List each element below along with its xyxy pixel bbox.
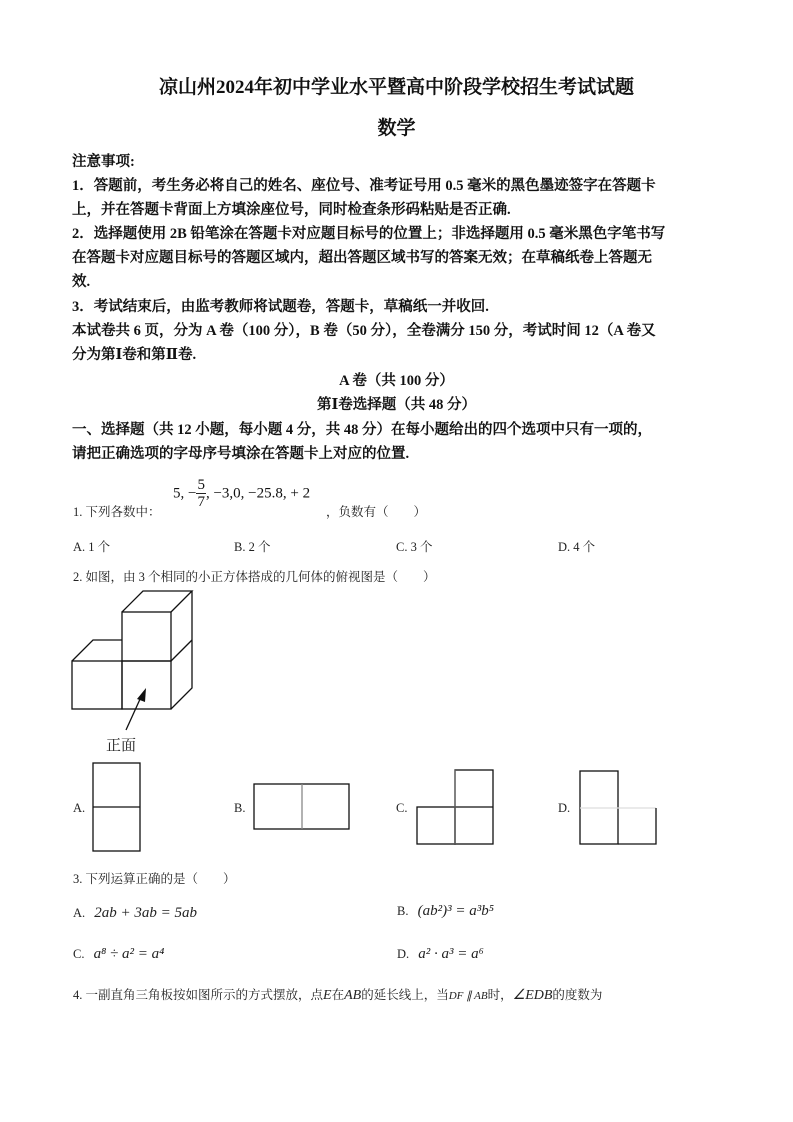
q3-option-d[interactable] [397, 946, 484, 963]
q4-text: 的延长线上，当 [361, 988, 449, 1002]
section-instructions: 一、选择题（共 12 小题，每小题 4 分，共 48 分）在每小题给出的四个选项中只有一项的， [72, 422, 652, 438]
q4-angle: ∠EDB [512, 988, 553, 1003]
option-label: C. [73, 947, 85, 961]
q2-option-a-figure[interactable] [90, 760, 144, 854]
q1-suffix: ，负数有（ ） [326, 505, 427, 519]
q3-stem: 3. 下列运算正确的是（ ） [73, 872, 236, 886]
option-expression: 2ab + 3ab = 5ab [94, 905, 198, 921]
frac-numerator: 5 [197, 477, 205, 493]
q1-numbers-after: , −3,0, −25.8, + 2 [205, 485, 311, 502]
exam-subject: 数学 [377, 118, 416, 139]
q4-point-e: E [323, 988, 332, 1003]
q4-stem [73, 985, 602, 1004]
q4-text: 的度数为 [552, 988, 603, 1002]
exam-title: 凉山州2024年初中学业水平暨高中阶段学校招生考试试题 [158, 77, 634, 98]
notice-line: 3．考试结束后，由监考教师将试题卷，答题卡，草稿纸一并收回. [72, 299, 489, 315]
q1-option-a[interactable]: A. 1 个 [73, 540, 111, 554]
notice-heading: 注意事项: [72, 154, 135, 170]
q2-option-d-label[interactable]: D. [558, 801, 571, 815]
q2-option-c-figure[interactable] [413, 766, 497, 850]
q2-option-a-label[interactable]: A. [73, 801, 86, 815]
summary-line: 分为第Ⅰ卷和第Ⅱ卷. [72, 347, 197, 363]
q3-option-a[interactable] [73, 905, 197, 922]
option-label: A. [73, 906, 86, 920]
notice-line: 效. [72, 274, 91, 290]
q4-text: 在 [331, 988, 345, 1002]
option-label: B. [397, 904, 409, 918]
frac-denominator: 7 [197, 494, 205, 510]
q2-front-label: 正面 [106, 738, 137, 754]
option-expression: (ab²)³ = a³b⁵ [417, 903, 494, 919]
section-instructions: 请把正确选项的字母序号填涂在答题卡上对应的位置. [72, 446, 410, 462]
q4-text: 4. 一副直角三角板按如图所示的方式摆放，点 [73, 988, 324, 1002]
summary-line: 本试卷共 6 页，分为 A 卷（100 分），B 卷（50 分），全卷满分 150 分，考试时间 12（A 卷又 [72, 323, 656, 339]
option-expression: a⁸ ÷ a² = a⁴ [93, 946, 165, 962]
q3-option-c[interactable] [73, 946, 164, 963]
q2-cube-figure [60, 580, 210, 760]
q2-option-b-label[interactable]: B. [234, 801, 246, 815]
q4-parallel-relation: DF ∥ AB [448, 990, 488, 1002]
notice-line: 上，并在答题卡背面上方填涂座位号，同时检查条形码粘贴是否正确. [72, 202, 511, 218]
q2-option-c-label[interactable]: C. [396, 801, 408, 815]
q1-fraction [196, 478, 206, 510]
q2-stem: 2. 如图，由 3 个相同的小正方体搭成的几何体的俯视图是（ ） [73, 570, 436, 584]
q4-text: 时， [487, 988, 513, 1002]
part-1-heading: 第Ⅰ卷选择题（共 48 分） [316, 397, 477, 413]
option-label: D. [397, 947, 410, 961]
volume-a-heading: A 卷（共 100 分） [339, 373, 454, 389]
q2-option-b-figure[interactable] [250, 780, 354, 834]
q1-number-list [173, 478, 310, 510]
notice-line: 在答题卡对应题目标号的答题区域内，超出答题区域书写的答案无效；在草稿纸卷上答题无 [72, 250, 652, 266]
q2-option-d-figure[interactable] [576, 766, 660, 850]
q1-prefix: 1. 下列各数中： [73, 505, 161, 519]
notice-line: 2．选择题使用 2B 铅笔涂在答题卡对应题目标号的位置上；非选择题用 0.5 毫米黑色字笔书写 [72, 226, 666, 242]
q4-segment-ab: AB [344, 988, 362, 1003]
notice-line: 1．答题前，考生务必将自己的姓名、座位号、准考证号用 0.5 毫米的黑色墨迹签字在答题卡 [72, 178, 656, 194]
q3-option-b[interactable] [397, 903, 494, 920]
q1-numbers-before: 5, − [173, 485, 197, 502]
q1-option-c[interactable]: C. 3 个 [396, 540, 433, 554]
q1-option-d[interactable]: D. 4 个 [558, 540, 596, 554]
option-expression: a² · a³ = a⁶ [418, 946, 484, 962]
q1-option-b[interactable]: B. 2 个 [234, 540, 271, 554]
